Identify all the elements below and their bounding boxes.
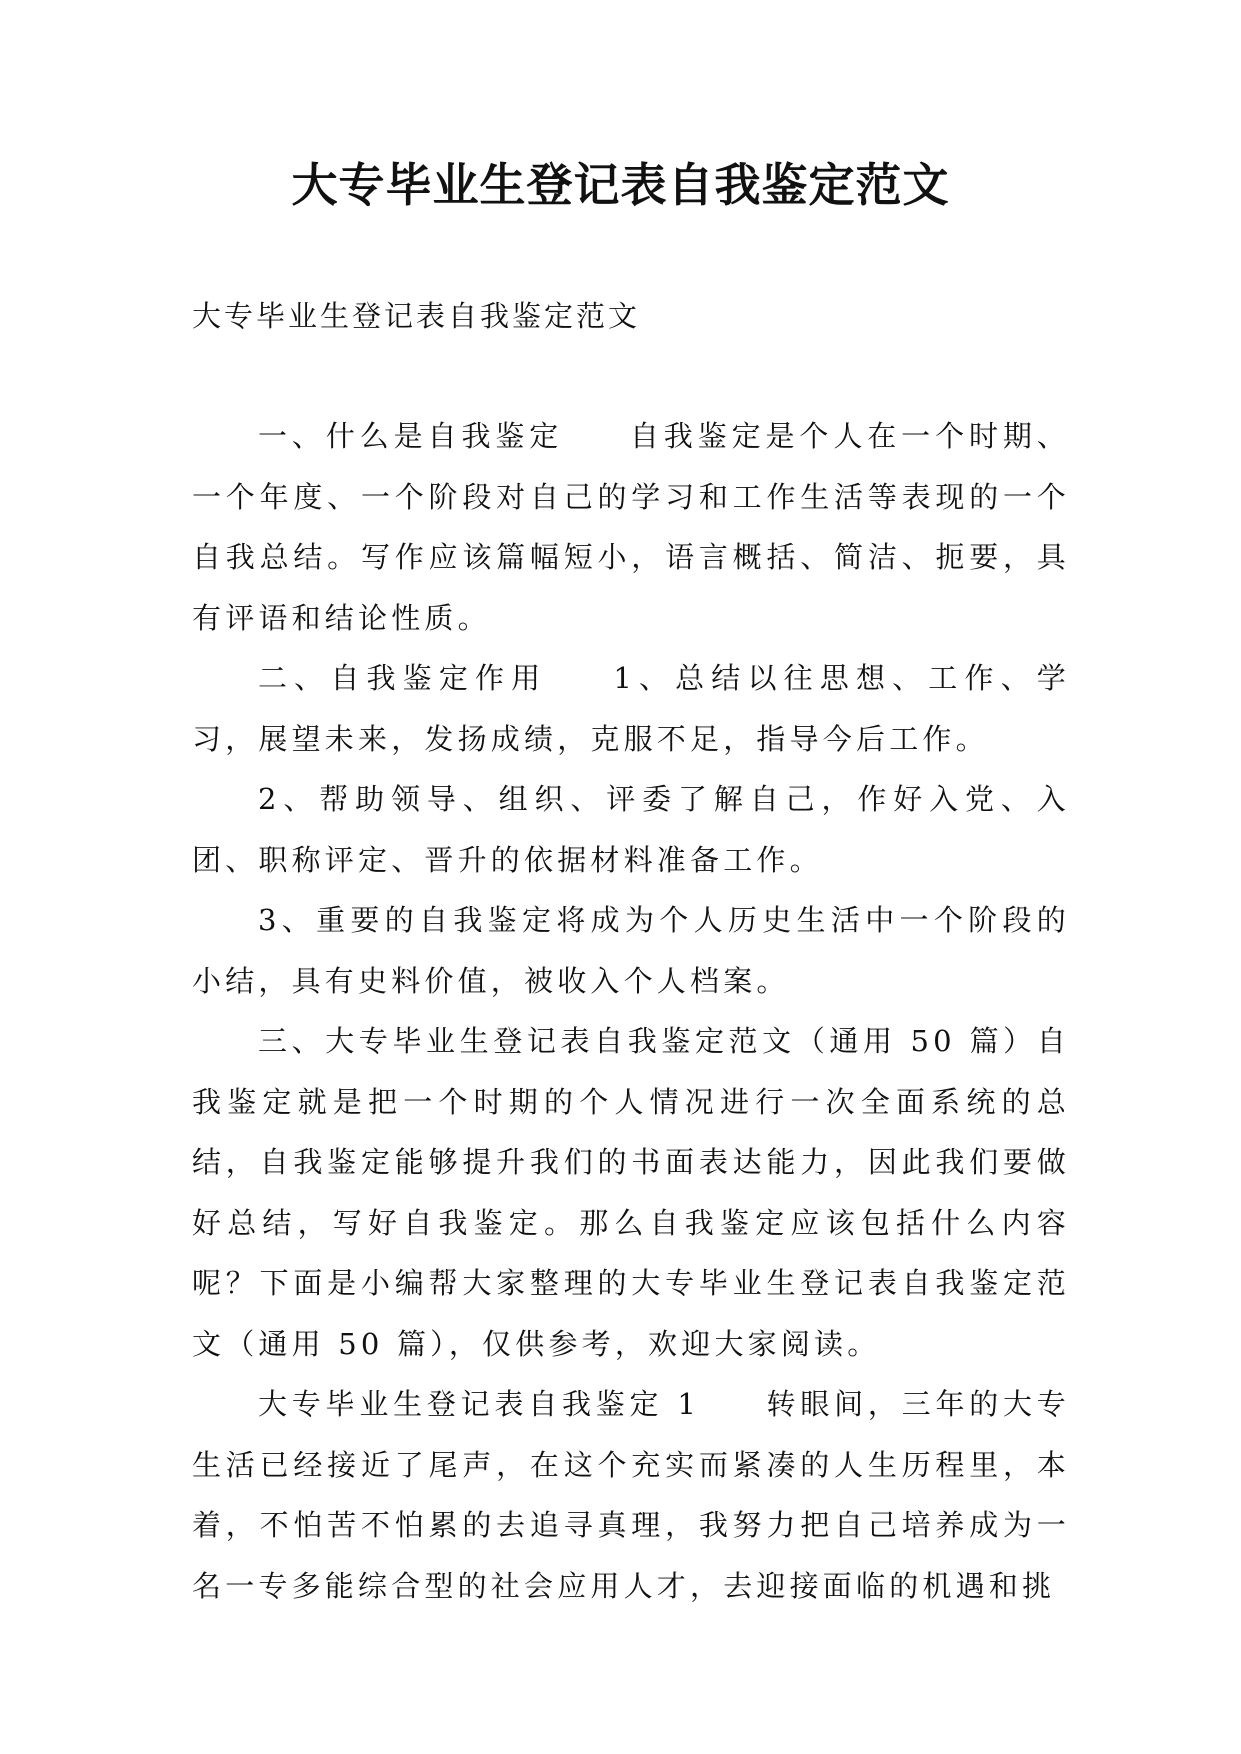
document-subtitle: 大专毕业生登记表自我鉴定范文 xyxy=(192,299,641,333)
paragraph-text: 3、重要的自我鉴定将成为个人历史生活中一个阶段的小结，具有史料价值，被收入个人档案。 xyxy=(192,903,1070,998)
paragraph-text: 三、大专毕业生登记表自我鉴定范文（通用 50 篇）自我鉴定就是把一个时期的个人情况进行一次全面系统的总结，自我鉴定能够提升我们的书面表达能力，因此我们要做好总结，写好自我鉴定。那么自我鉴定应该包括什么内容呢？下面是小编帮大家整理的大专毕业生登记表自我鉴定范文（通用 50 篇），仅供参考，欢迎大家阅读。 xyxy=(192,1024,1070,1361)
paragraph-point-2 xyxy=(192,769,1070,890)
paragraph-sample-1 xyxy=(192,1374,1070,1616)
paragraph-sample-intro xyxy=(192,1011,1070,1374)
paragraph-point-3 xyxy=(192,890,1070,1011)
paragraph-lead: 一、什么是自我鉴定 xyxy=(258,419,564,453)
document-title: 大专毕业生登记表自我鉴定范文 xyxy=(291,158,950,212)
paragraph-lead: 二、自我鉴定作用 xyxy=(258,661,548,695)
paragraph-text: 2、帮助领导、组织、评委了解自己，作好入党、入团、职称评定、晋升的依据材料准备工作。 xyxy=(192,782,1070,877)
document-body xyxy=(192,406,1070,1616)
paragraph-text: 转眼间，三年的大专生活已经接近了尾声，在这个充实而紧凑的人生历程里，本着，不怕苦不怕累的去追寻真理，我努力把自己培养成为一名一专多能综合型的社会应用人才，去迎接面临的机遇和挑 xyxy=(192,1387,1070,1603)
paragraph-role-of-self-appraisal xyxy=(192,648,1070,769)
paragraph-text: 自我鉴定是个人在一个时期、一个年度、一个阶段对自己的学习和工作生活等表现的一个自我总结。写作应该篇幅短小，语言概括、简洁、扼要，具有评语和结论性质。 xyxy=(192,419,1070,635)
paragraph-text: 1、总结以往思想、工作、学习，展望未来，发扬成绩，克服不足，指导今后工作。 xyxy=(192,661,1070,756)
paragraph-lead: 大专毕业生登记表自我鉴定 1 xyxy=(258,1387,700,1421)
paragraph-what-is-self-appraisal xyxy=(192,406,1070,648)
